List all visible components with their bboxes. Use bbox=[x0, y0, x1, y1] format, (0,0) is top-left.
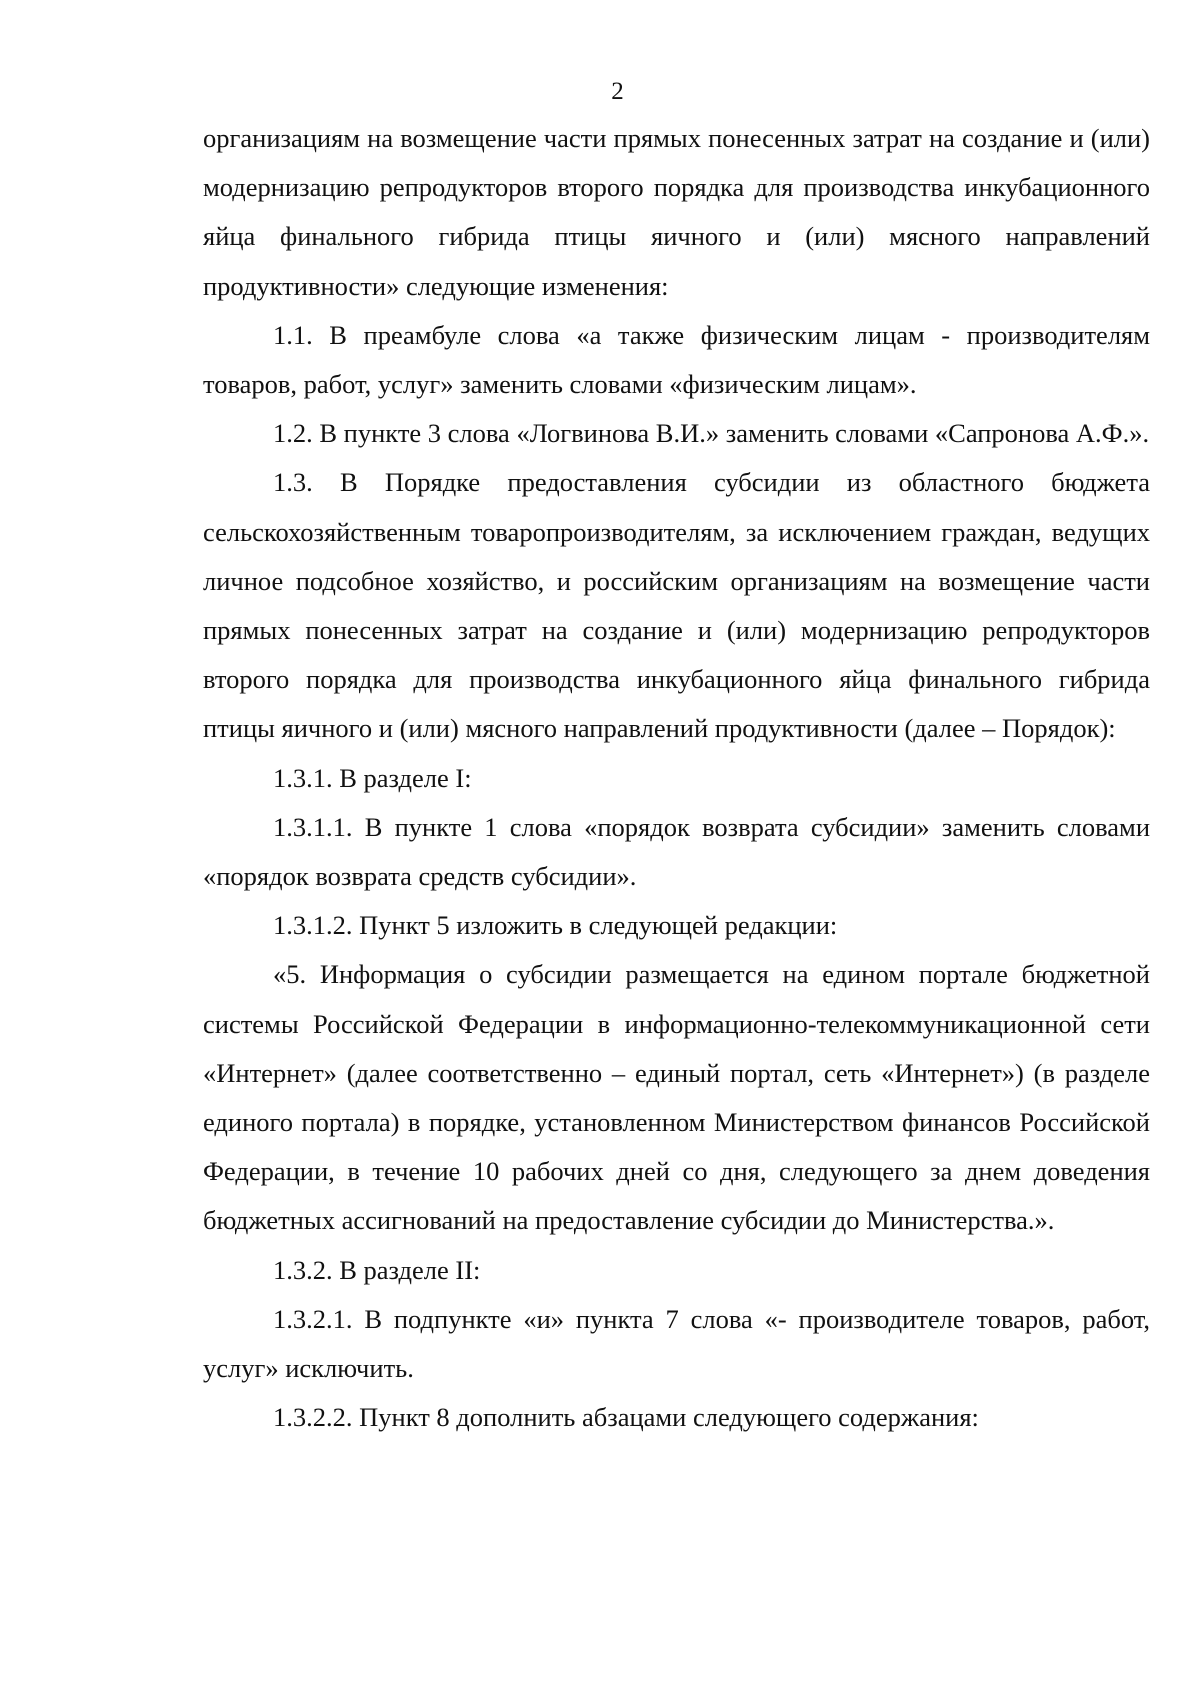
page-number: 2 bbox=[611, 78, 624, 105]
paragraph-1-2: 1.2. В пункте 3 слова «Логвинова В.И.» заменить словами «Сапронова А.Ф.». bbox=[273, 418, 1150, 449]
paragraph-1-3-2: 1.3.2. В разделе II: bbox=[273, 1254, 481, 1285]
paragraph-1-3-1-1: 1.3.1.1. В пункте 1 слова «порядок возврата субсидии» заменить словами «порядок возврата средств субсидии». bbox=[203, 811, 1150, 892]
paragraph-1-3-2-1: 1.3.2.1. В подпункте «и» пункта 7 слова «- производителе товаров, работ, услуг» исключить. bbox=[203, 1303, 1150, 1384]
paragraph-1-3-1: 1.3.1. В разделе I: bbox=[273, 762, 472, 793]
document-body bbox=[203, 114, 1150, 1442]
paragraph-quote-5: «5. Информация о субсидии размещается на едином портале бюджетной системы Российской Федерации в информационно-телекоммуникационной сети «Интернет» (далее соответственно – единый портал, сеть «Интернет») (в разделе единого портала) в порядке, установленном Министерством финансов Российской Федерации, в течение 10 рабочих дней со дня, следующего за днем доведения бюджетных ассигнований на предоставление субсидии до Министерства.». bbox=[203, 959, 1150, 1236]
paragraph-1-1: 1.1. В преамбуле слова «а также физическим лицам - производителям товаров, работ, услуг» заменить словами «физическим лицам». bbox=[203, 319, 1150, 400]
paragraph-1-3: 1.3. В Порядке предоставления субсидии из областного бюджета сельскохозяйственным товаропроизводителям, за исключением граждан, ведущих личное подсобное хозяйство, и российским организациям на возмещение части прямых понесенных затрат на создание и (или) модернизацию репродукторов второго порядка для производства инкубационного яйца финального гибрида птицы яичного и (или) мясного направлений продуктивности (далее – Порядок): bbox=[203, 467, 1150, 744]
paragraph-continuation: организациям на возмещение части прямых понесенных затрат на создание и (или) модернизацию репродукторов второго порядка для производства инкубационного яйца финального гибрида птицы яичного и (или) мясного направлений продуктивности» следующие изменения: bbox=[203, 123, 1150, 301]
paragraph-1-3-2-2: 1.3.2.2. Пункт 8 дополнить абзацами следующего содержания: bbox=[273, 1402, 979, 1433]
paragraph-1-3-1-2: 1.3.1.2. Пункт 5 изложить в следующей редакции: bbox=[273, 910, 838, 941]
